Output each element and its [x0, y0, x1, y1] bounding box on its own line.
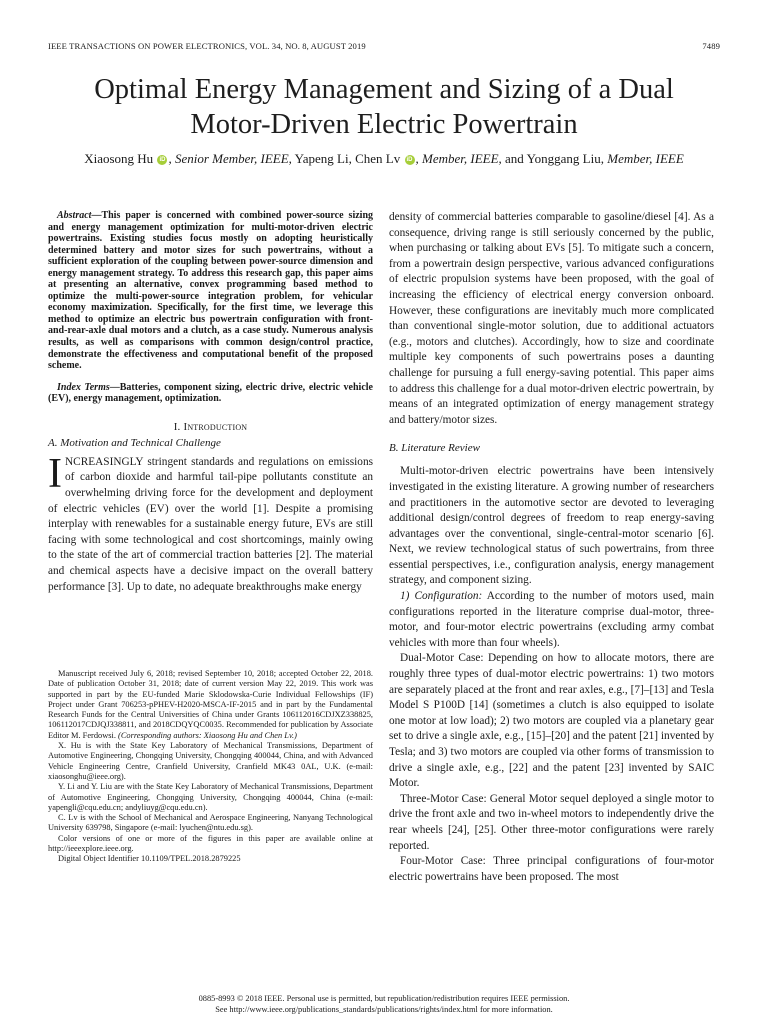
- footnote-manuscript-text: Manuscript received July 6, 2018; revised September 10, 2018; accepted October 22, 2018. Date of publication October 31, 2018; date of current version May 22, 2019. This work was supported in part by the EU-funded Marie Sklodowska-Curie Individual Fellowships (IF) Project under Grant 706253-pPHEV-H2020-MSCA-IF-2015 and in part by the Fundamental Research Funds for the Central Universities of China under Grants 106112016CDJXZ338825, 106112017CDJQJ338811, and 2018CDQYQC0035. Recommended for publication by Associate Editor M. Ferdowsi.: [48, 669, 373, 740]
- orcid-icon[interactable]: iD: [406, 157, 413, 163]
- footnote-lv: C. Lv is with the School of Mechanical and Aerospace Engineering, Nanyang Technological University 639798, Singapore (e-mail: lyuchen@ntu.edu.sg).: [48, 813, 373, 833]
- paper-title: [40, 72, 728, 142]
- author-li-lv: Yapeng Li, Chen Lv: [291, 151, 401, 166]
- section-title: Introduction: [183, 420, 248, 433]
- footnote-doi: Digital Object Identifier 10.1109/TPEL.2018.2879225: [58, 854, 241, 864]
- footnote-li-liu: Y. Li and Y. Liu are with the State Key Laboratory of Mechanical Transmissions, Department of Automotive Engineering, Chongqing University, Chongqing 400044, China (e-mail: yapengli@cqu.edu.cn; andyliuyg@cqu.edu.cn).: [48, 782, 373, 812]
- drop-cap: I: [48, 450, 62, 497]
- four-motor-paragraph: Four-Motor Case: Three principal configurations of four-motor electric powertrains have been proposed. The most: [389, 855, 714, 883]
- index-terms: [48, 382, 373, 405]
- intro-text: NCREASINGLY stringent standards and regulations on emissions of carbon dioxide and harmful tail-pipe pollutants constitute an overwhelming driving force for the development and deployment of electric vehicles (EV) over the world [1]. Despite a promising interplay with renewables for a sustainable energy future, EVs are still facing with some technological and cost shortcomings, mainly owing to the state of the art of commercial traction batteries [2]. The material and chemical aspects have a decisive impact on the overall battery performance [3]. Up to date, no adequate breakthroughs make energy: [48, 455, 373, 593]
- journal-name: IEEE TRANSACTIONS ON POWER ELECTRONICS, VOL. 34, NO. 8, AUGUST 2019: [48, 41, 366, 51]
- index-terms-text: —Batteries, component sizing, electric drive, electric vehicle (EV), energy management, optimization.: [48, 381, 373, 405]
- author-list: [40, 151, 728, 167]
- footnote-hu: X. Hu is with the State Key Laboratory of Mechanical Transmissions, Department of Automotive Engineering, Chongqing University, Chongqing 400044, China, and with Advanced Vehicle Engineering Centre, Cranfield University, Cranfield MK43 0AL, U.K. (e-mail: xiaosonghu@ieee.org).: [48, 741, 373, 781]
- orcid-icon[interactable]: iD: [159, 157, 166, 163]
- dual-motor-paragraph: Dual-Motor Case: Depending on how to allocate motors, there are roughly three types of dual-motor electric powertrains: 1) two motors are separately placed at the front and rear axles, e.g., [7]–[13] and Tesla Model S P100D [14] (sometimes a clutch is also equipped to isolate one motor at low load); 2) two motors are coupled via a planetary gear set to drive a single axle, e.g., [15]–[20] and the patent [21] invented by Tesla; and 3) two motors are coupled via other forms of transmission to drive a single axle, e.g., [22] and the patent [23] invented by SAIC Motor.: [389, 652, 714, 790]
- footnote-corresponding: (Corresponding authors: Xiaosong Hu and Chen Lv.): [118, 730, 297, 740]
- copyright-line-1: 0885-8993 © 2018 IEEE. Personal use is permitted, but republication/redistribution requires IEEE permission.: [198, 994, 570, 1003]
- title-line-2: Motor-Driven Electric Powertrain: [190, 109, 578, 140]
- footnote-color: Color versions of one or more of the figures in this paper are available online at http://ieeexplore.ieee.org.: [48, 833, 373, 854]
- copyright-line-2: See http://www.ieee.org/publications_standards/publications/rights/index.html for more information.: [215, 1004, 553, 1014]
- subsection-heading-b: B. Literature Review: [389, 442, 480, 455]
- author-liu-role: Member, IEEE: [603, 151, 684, 166]
- copyright-notice: [40, 994, 728, 1015]
- configuration-text: According to the number of motors used, main configurations reported in the literature comprise dual-motor, three-motor, and four-motor electric powertrains (excluding army combat vehicles with more than four wheels).: [389, 590, 714, 649]
- section-heading-introduction: [48, 421, 373, 433]
- abstract-text: —This paper is concerned with combined power-source sizing and energy management optimization for multi-motor-driven electric powertrains. Existing studies focus mostly on adopting heuristically determined battery and motor sizes for such powertrains, without a sufficient exploration of the coupling between power-source dimension and energy management strategy. To address this research gap, this paper aims at presenting an alternative, convex programming based method to optimize the multi-power-source integration problem, for vehicular economy maximization. Specifically, for the first time, we leverage this method to optimize an electric bus powertrain configuration with front-and-rear-axle dual motors and a clutch, as a case study. Numerous analysis results, as well as comparisons with common design/control practice, demonstrate the effectiveness and computational benefit of the proposed scheme.: [48, 210, 373, 372]
- page-number: 7489: [702, 41, 720, 51]
- left-column: [48, 210, 373, 595]
- literature-paragraph: Multi-motor-driven electric powertrains have been intensively investigated in the existing literature. A growing number of researchers and practitioners in the automotive sector are devoted to leveraging additional design/control degrees of freedom to reap energy-saving advantages over the conventional, single-central-motor scenario [6]. Next, we review technological status of such powertrains, from three essential perspectives, i.e., configuration analysis, energy management strategy, and component sizing.: [389, 465, 714, 587]
- configuration-label: 1) Configuration:: [400, 590, 483, 603]
- abstract-label: Abstract: [57, 210, 92, 221]
- three-motor-paragraph: Three-Motor Case: General Motor sequel deployed a single motor to drive the front axle and two in-wheel motors to independently drive the rear wheels [24], [25]. Other three-motor configurations were rarely reported.: [389, 792, 714, 852]
- intro-paragraph: [48, 450, 373, 595]
- section-numeral: I.: [173, 420, 184, 433]
- abstract: [48, 210, 373, 372]
- subsection-heading-a: A. Motivation and Technical Challenge: [48, 436, 221, 449]
- first-page-footnote: [48, 669, 373, 865]
- configuration-paragraph: [389, 589, 714, 651]
- intro-continuation: density of commercial batteries comparable to gasoline/diesel [4]. As a consequence, driving range is still seriously concerned by the public, when purchasing or talking about EVs [5]. To mitigate such a concern, from a powertrain design perspective, various advanced configurations of electric propulsion systems have been proposed, with the goal of increasing the efficiency of electrical energy conversion onboard. However, these configurations are inevitably much more complicated than conventional single-motor solution, due to additional actuators (e.g., motors and clutches). Accordingly, how to size and coordinate multiple key components of such powertrains poses a daunting challenge for pursuing a full energy-saving potential. This paper aims to address this challenge for a dual motor-driven electric powertrain, by means of an integrated optimization of energy management strategy and battery/motor sizes.: [389, 211, 714, 426]
- author-hu: Xiaosong Hu: [84, 151, 154, 166]
- index-terms-label: Index Terms: [57, 381, 110, 393]
- running-head: [48, 41, 720, 55]
- title-line-1: Optimal Energy Management and Sizing of a Dual: [94, 74, 674, 105]
- author-liu: and Yonggang Liu,: [501, 151, 604, 166]
- right-column: [389, 210, 714, 885]
- author-hu-role: , Senior Member, IEEE,: [168, 151, 292, 166]
- author-lv-role: , Member, IEEE,: [415, 151, 502, 166]
- footnote-manuscript: [48, 669, 373, 741]
